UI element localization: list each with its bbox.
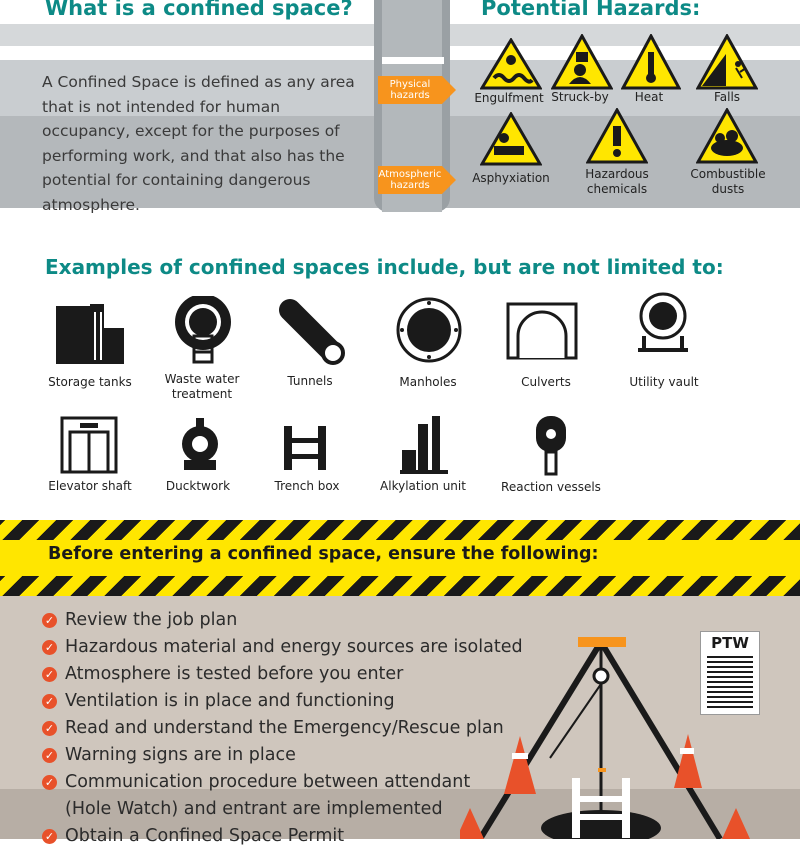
pipe-slot: [382, 57, 444, 64]
example-trench-box: Trench box: [274, 479, 340, 493]
hazard-label-falls: Falls: [713, 90, 741, 104]
manholes-icon: [396, 297, 462, 363]
hazard-strip-top: [0, 520, 800, 540]
example-utility-vault: Utility vault: [629, 375, 699, 389]
hazard-label-struck-by: Struck-by: [551, 90, 609, 104]
physical-tag-arrow: [442, 76, 456, 104]
definition-text: A Confined Space is defined as any area that is not intended for human occupancy, except for the purposes of performing work, and that also has the potential for containing dangerous atmosphere.: [42, 73, 355, 214]
checkmark-icon: ✓: [42, 748, 57, 763]
falls-icon: [696, 34, 758, 90]
checkmark-icon: ✓: [42, 721, 57, 736]
example-reaction-vessels: Reaction vessels: [501, 480, 601, 494]
example-manholes: Manholes: [399, 375, 457, 389]
checklist-item: ✓ Review the job plan: [42, 607, 237, 633]
example-waste-water: Waste water treatment: [164, 372, 240, 401]
example-storage-tanks: Storage tanks: [48, 375, 132, 389]
example-ducktwork: Ducktwork: [165, 479, 231, 493]
checklist-item: ✓ Obtain a Confined Space Permit: [42, 823, 344, 849]
struck-by-icon: [551, 34, 613, 90]
waste-water-treatment-icon: [172, 296, 234, 364]
atmospheric-hazards-tag: Atmospheric hazards: [378, 166, 442, 194]
heat-icon: [621, 34, 681, 90]
checkmark-icon: ✓: [42, 694, 57, 709]
hazard-strip-bottom: [0, 576, 800, 596]
hazard-label-hazardous-chemicals: Hazardous chemicals: [585, 167, 649, 196]
checklist-title: Before entering a confined space, ensure the following:: [48, 544, 599, 564]
alkylation-unit-icon: [398, 414, 450, 476]
permit-card: [700, 631, 760, 715]
permit-lines: [707, 656, 753, 708]
definition-title: What is a confined space?: [45, 0, 353, 20]
checklist-item: ✓ Ventilation is in place and functioning: [42, 688, 395, 714]
checkmark-icon: ✓: [42, 667, 57, 682]
example-alkylation-unit: Alkylation unit: [380, 479, 466, 493]
reaction-vessels-icon: [534, 410, 568, 476]
permit-label: PTW: [711, 634, 749, 652]
culverts-icon: [506, 302, 578, 360]
checkmark-icon: ✓: [42, 640, 57, 655]
checkmark-icon: ✓: [42, 613, 57, 628]
engulfment-icon: [480, 38, 542, 90]
hazard-label-asphyxiation: Asphyxiation: [472, 171, 550, 185]
hazardous-chemicals-icon: [586, 108, 648, 164]
checklist-item: ✓ Warning signs are in place: [42, 742, 296, 768]
utility-vault-icon: [634, 292, 692, 364]
checklist-item: ✓ Read and understand the Emergency/Rescue plan: [42, 715, 504, 741]
hazards-title: Potential Hazards:: [481, 0, 701, 20]
hazard-label-combustible-dusts: Combustible dusts: [690, 167, 766, 196]
example-elevator-shaft: Elevator shaft: [48, 479, 132, 493]
checkmark-icon: ✓: [42, 829, 57, 844]
ducktwork-icon: [180, 416, 220, 472]
storage-tanks-icon: [54, 300, 126, 366]
examples-title: Examples of confined spaces include, but are not limited to:: [45, 255, 724, 279]
checklist-item: ✓ Atmosphere is tested before you enter: [42, 661, 403, 687]
asphyxiation-icon: [480, 112, 542, 166]
hazard-label-engulfment: Engulfment: [474, 91, 544, 105]
elevator-shaft-icon: [60, 416, 118, 474]
tunnels-icon: [278, 298, 348, 368]
example-culverts: Culverts: [521, 375, 571, 389]
physical-hazards-tag: Physical hazards: [378, 76, 442, 104]
checklist-item: ✓ Hazardous material and energy sources are isolated: [42, 634, 523, 660]
checklist-item: ✓ Communication procedure between attendant: [42, 769, 470, 795]
combustible-dusts-icon: [696, 108, 758, 164]
checklist-item-continued: (Hole Watch) and entrant are implemented: [65, 799, 443, 819]
hazard-label-heat: Heat: [634, 90, 664, 104]
checkmark-icon: ✓: [42, 775, 57, 790]
trench-box-icon: [282, 424, 328, 472]
atmospheric-tag-arrow: [442, 166, 456, 194]
example-tunnels: Tunnels: [287, 374, 333, 388]
